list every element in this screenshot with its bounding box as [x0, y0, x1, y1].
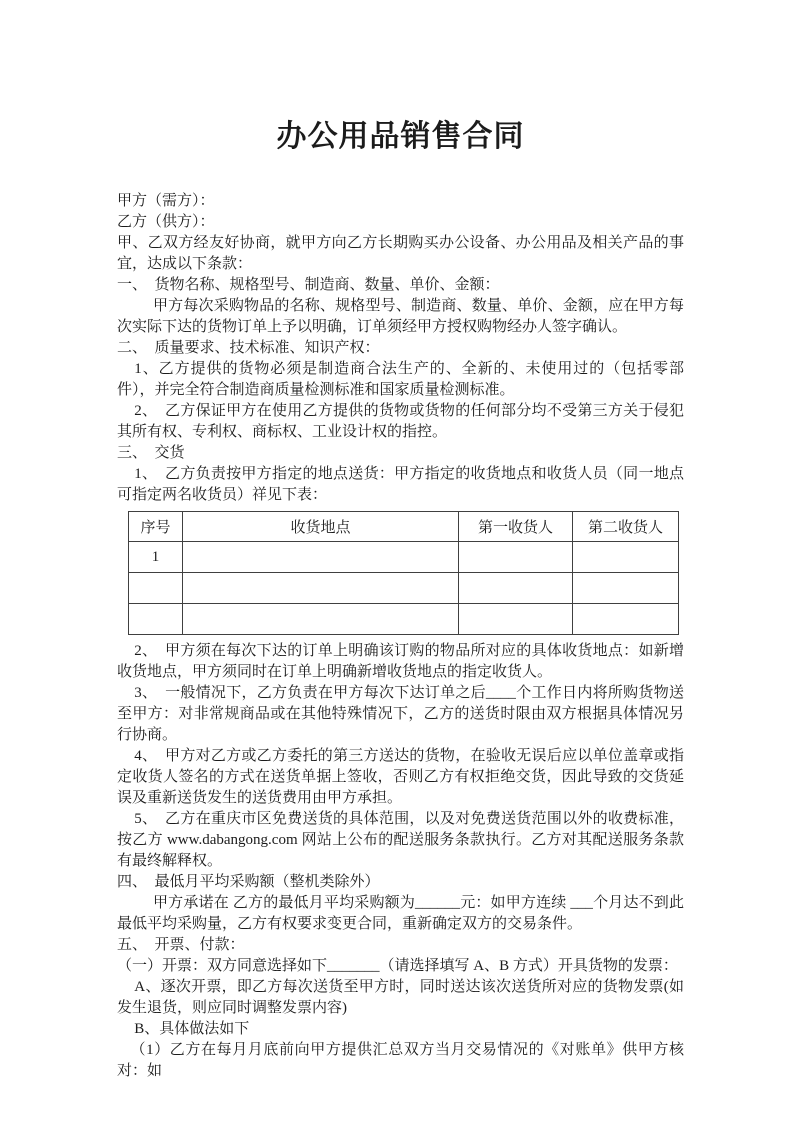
- clause-3-item-1: 1、 乙方负责按甲方指定的地点送货：甲方指定的收货地点和收货人员（同一地点可指定两名收货员）祥见下表：: [117, 466, 684, 503]
- cell-delivery-address: [183, 542, 459, 573]
- cell-delivery-address: [183, 573, 459, 604]
- clause-3-item-5: 5、 乙方在重庆市区免费送货的具体范围，以及对免费送货范围以外的收费标准，按乙方 www.dabangong.com 网站上公布的配送服务条款执行。乙方对其配送服务条款有最终解释权。: [117, 811, 684, 869]
- cell-second-receiver: [573, 604, 679, 635]
- cell-serial-no: 1: [129, 542, 183, 573]
- delivery-locations-table: [128, 511, 679, 635]
- table-row: [129, 573, 679, 604]
- clause-1-heading: 一、 货物名称、规格型号、制造商、数量、单价、金额：: [117, 277, 500, 293]
- invoice-option-b-detail-1: （1）乙方在每月月底前向甲方提供汇总双方当月交易情况的《对账单》供甲方核对：如: [117, 1042, 684, 1079]
- invoice-option-b: B、具体做法如下: [134, 1021, 250, 1037]
- contract-title: 办公用品销售合同: [276, 120, 525, 153]
- cell-delivery-address: [183, 604, 459, 635]
- table-row: [129, 542, 679, 573]
- clause-1-body: 甲方每次采购物品的名称、规格型号、制造商、数量、单价、金额，应在甲方每次实际下达的货物订单上予以明确，订单须经甲方授权购物经办人签字确认。: [117, 298, 684, 335]
- col-header-delivery-address: 收货地点: [183, 512, 459, 542]
- clause-3-heading: 三、 交货: [117, 445, 185, 461]
- clause-4-body: 甲方承诺在 乙方的最低月平均采购额为______元：如甲方连续 ___个月达不到此最低平均采购量，乙方有权要求变更合同，重新确定双方的交易条件。: [117, 895, 684, 932]
- cell-serial-no: [129, 604, 183, 635]
- table-row: [129, 604, 679, 635]
- table-header-row: [129, 512, 679, 542]
- cell-first-receiver: [459, 573, 573, 604]
- clause-2-heading: 二、 质量要求、技术标准、知识产权：: [117, 340, 380, 356]
- col-header-first-receiver: 第一收货人: [459, 512, 573, 542]
- cell-first-receiver: [459, 604, 573, 635]
- cell-serial-no: [129, 573, 183, 604]
- cell-second-receiver: [573, 542, 679, 573]
- clause-3-item-3: 3、 一般情况下，乙方负责在甲方每次下达订单之后____个工作日内将所购货物送至甲方：对非常规商品或在其他特殊情况下，乙方的送货时限由双方根据具体情况另行协商。: [117, 685, 684, 743]
- cell-first-receiver: [459, 542, 573, 573]
- clause-3-item-2: 2、 甲方须在每次下达的订单上明确该订购的物品所对应的具体收货地点：如新增收货地点，甲方须同时在订单上明确新增收货地点的指定收货人。: [117, 643, 684, 680]
- clause-2-item-1: 1、乙方提供的货物必须是制造商合法生产的、全新的、未使用过的（包括零部件），并完全符合制造商质量检测标准和国家质量检测标准。: [117, 361, 684, 398]
- col-header-second-receiver: 第二收货人: [573, 512, 679, 542]
- invoice-option-intro: （一）开票：双方同意选择如下_______（请选择填写 A、B 方式）开具货物的发票：: [117, 958, 678, 974]
- col-header-serial-no: 序号: [129, 512, 183, 542]
- clause-5-heading: 五、 开票、付款：: [117, 937, 245, 953]
- clause-3-item-4: 4、 甲方对乙方或乙方委托的第三方送达的货物，在验收无误后应以单位盖章或指定收货人签名的方式在送货单据上签收，否则乙方有权拒绝交货，因此导致的交货延误及重新送货发生的送货费用由甲方承担。: [117, 748, 684, 806]
- clause-4-heading: 四、 最低月平均采购额（整机类除外）: [117, 874, 380, 890]
- party-b-line: 乙方（供方）：: [117, 214, 215, 230]
- clause-2-item-2: 2、 乙方保证甲方在使用乙方提供的货物或货物的任何部分均不受第三方关于侵犯其所有权、专利权、商标权、工业设计权的指控。: [117, 403, 684, 440]
- invoice-option-a: A、逐次开票，即乙方每次送货至甲方时，同时送达该次送货所对应的货物发票(如发生退货，则应同时调整发票内容): [117, 979, 684, 1016]
- preamble: 甲、乙双方经友好协商，就甲方向乙方长期购买办公设备、办公用品及相关产品的事宜，达成以下条款：: [117, 235, 684, 272]
- party-a-line: 甲方（需方）：: [117, 193, 215, 209]
- cell-second-receiver: [573, 573, 679, 604]
